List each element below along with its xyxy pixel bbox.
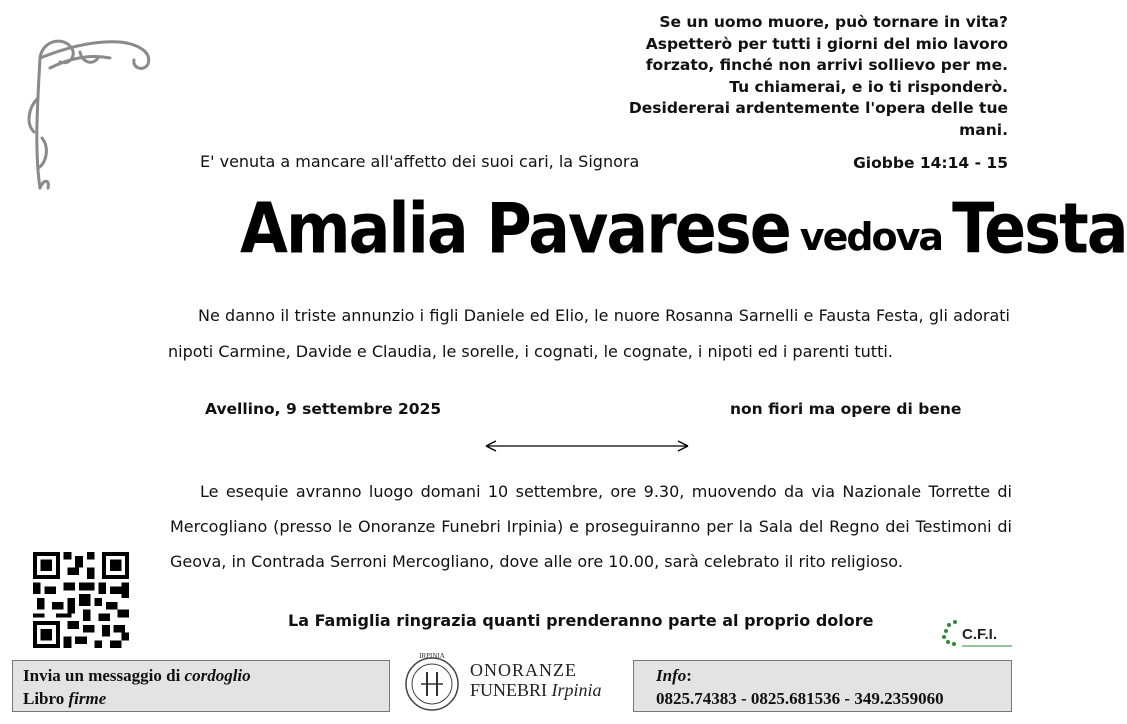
family-thanks: La Famiglia ringrazia quanti prenderanno parte al proprio dolore xyxy=(288,611,874,630)
verse-reference: Giobbe 14:14 - 15 xyxy=(853,154,1008,172)
verse-line: mani. xyxy=(959,120,1008,139)
intro-text: E' venuta a mancare all'affetto dei suoi cari, la Signora xyxy=(200,152,640,171)
info-box xyxy=(633,660,1012,712)
verse-line: Aspetterò per tutti i giorni del mio lavoro xyxy=(645,34,1008,53)
double-arrow-divider xyxy=(482,437,692,455)
qr-code-icon[interactable] xyxy=(33,552,129,648)
logo-line2: FUNEBRI Irpinia xyxy=(470,680,602,700)
cfi-label: C.F.I. xyxy=(962,626,998,643)
deceased-last-name: Testa xyxy=(952,187,1127,270)
verse-line: Se un uomo muore, può tornare in vita? xyxy=(659,13,1008,31)
deceased-name xyxy=(240,187,1127,270)
condolence-box[interactable] xyxy=(12,660,390,712)
logo-line1: ONORANZE xyxy=(470,660,577,680)
info-label: Info: xyxy=(656,666,692,685)
cfi-logo-icon xyxy=(940,617,1014,653)
guestbook-link[interactable]: Libro firme xyxy=(23,689,107,708)
deceased-first-name: Amalia Pavarese xyxy=(240,187,790,270)
cfi-logo xyxy=(940,617,1014,653)
bible-verse xyxy=(608,12,1008,141)
info-phones[interactable]: 0825.74383 - 0825.681536 - 349.2359060 xyxy=(656,689,944,708)
announcement-text: Ne danno il triste annunzio i figli Daniele ed Elio, le nuore Rosanna Sarnelli e Fausta Festa, gli adorati nipoti Carmine, Davide e Claudia, le sorelle, i cognati, le cognate, i nipoti ed i parenti tutti. xyxy=(168,306,1010,361)
verse-line: forzato, finché non arrivi sollievo per me. xyxy=(645,56,1008,74)
place-date: Avellino, 9 settembre 2025 xyxy=(205,400,442,418)
condolence-link[interactable]: Invia un messaggio di cordoglio xyxy=(23,666,251,685)
verse-line: Tu chiamerai, e io ti risponderò. xyxy=(729,77,1008,96)
funeral-home-logo-icon xyxy=(403,648,461,716)
verse-line: Desidererai ardentemente l'opera delle tue xyxy=(628,99,1008,117)
logo-top-text: IRPINIA xyxy=(419,652,445,660)
corner-ornament xyxy=(20,28,160,198)
no-flowers-note: non fiori ma opere di bene xyxy=(730,400,962,418)
funeral-home-name xyxy=(470,660,602,700)
funeral-details: Le esequie avranno luogo domani 10 settembre, ore 9.30, muovendo da via Nazionale Torrette di Mercogliano (presso le Onoranze Funebri Irpinia) e proseguiranno per la Sala del Regno dei Testimoni di Geova, in Contrada Serroni Mercogliano, dove alle ore 10.00, sarà celebrato il rito religioso. xyxy=(170,482,1012,571)
deceased-middle: vedova xyxy=(799,215,943,259)
